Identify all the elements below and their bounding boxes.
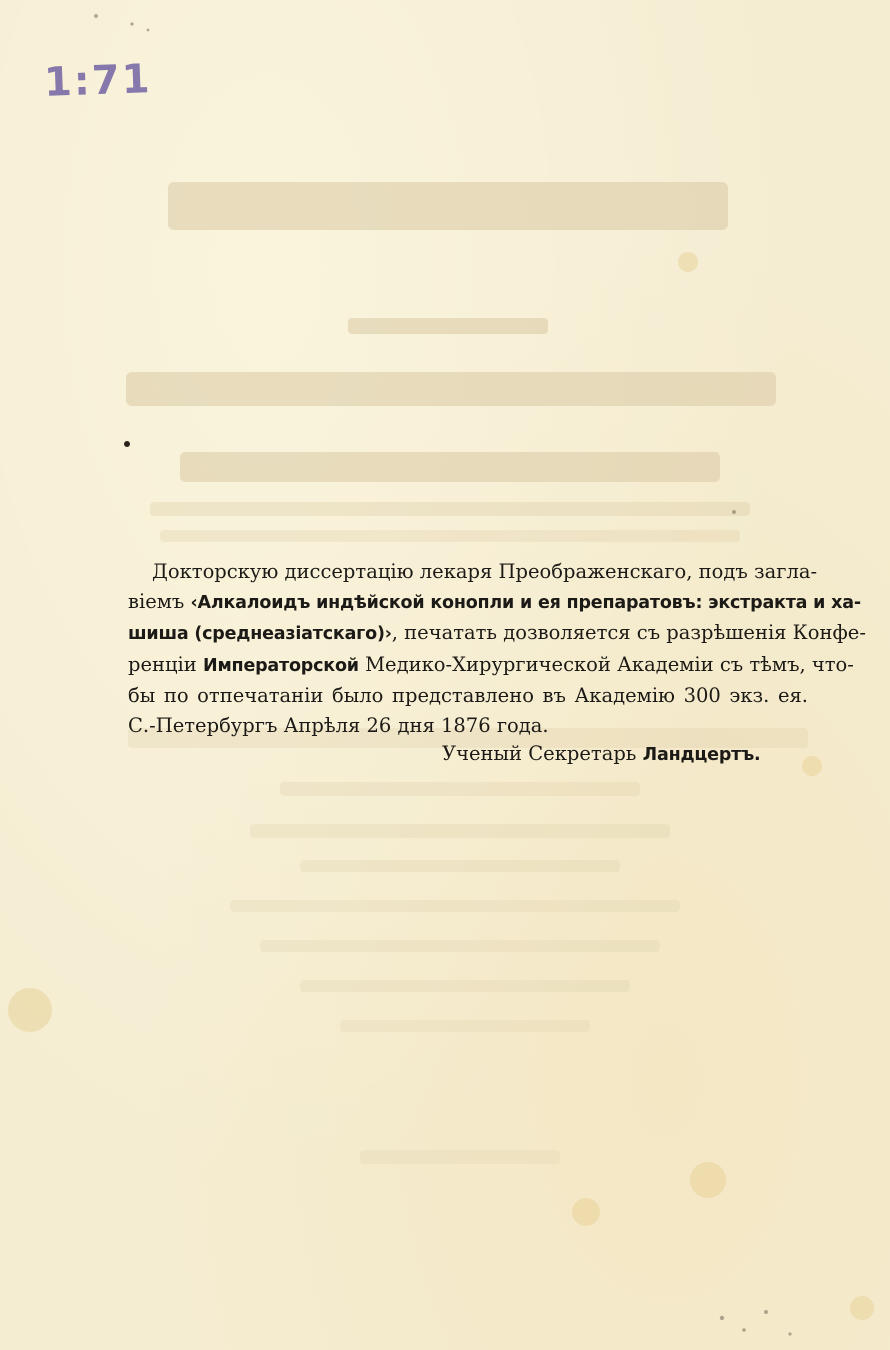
text-line-4: ренціи Императорской Медико-Хирургической Академіи съ тѣмъ, что- xyxy=(128,652,854,676)
secretary-name: Ландцертъ. xyxy=(642,745,761,765)
text-line-1: Докторскую диссертацію лекаря Преображенскаго, подъ загла- xyxy=(152,560,818,583)
permission-paragraph xyxy=(128,557,866,740)
secretary-signature xyxy=(442,742,761,765)
secretary-title: Ученый Секретарь xyxy=(442,742,643,765)
text-line-2: віемъ ‹Алкалоидъ индѣйской конопли и ея препаратовъ: экстракта и ха- xyxy=(128,589,861,613)
imperial-word: Императорской xyxy=(203,655,359,676)
text-line-3: шиша (среднеазіатскаго)›, печатать дозволяется съ разрѣшенія Конфе- xyxy=(128,621,866,644)
ink-dot xyxy=(124,441,130,447)
dissertation-title-cont: шиша (среднеазіатскаго)› xyxy=(128,624,392,644)
text-line-5: бы по отпечатаніи было представлено въ Академію 300 экз. ея. xyxy=(128,684,808,707)
dissertation-title: ‹Алкалоидъ индѣйской конопли и ея препаратовъ: экстракта и ха- xyxy=(190,592,861,613)
text-line-6: С.-Петербургъ Апрѣля 26 дня 1876 года. xyxy=(128,713,549,737)
library-stamp: 1:71 xyxy=(43,56,153,106)
